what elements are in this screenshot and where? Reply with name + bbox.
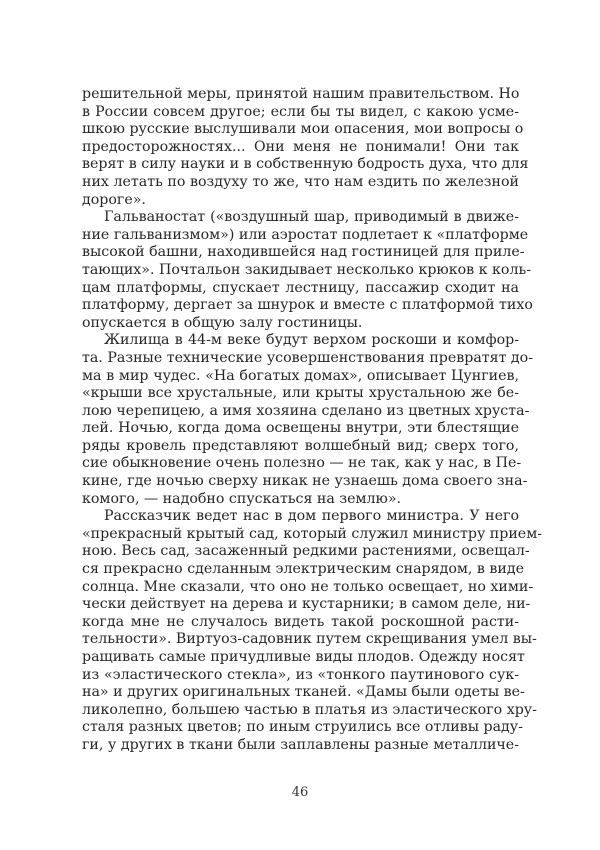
text-line: опускается в общую залу гостиницы. (82, 314, 363, 331)
text-line: когда мне не случалось видеть такой роскошной расти- (82, 613, 519, 630)
text-line: Жилища в 44-м веке будут верхом роскоши и комфор- (104, 332, 519, 349)
text-line: в России совсем другое; если бы ты видел, с какою усме- (82, 103, 519, 120)
text-line: на» и других оригинальных тканей. «Дамы были одеты ве- (82, 684, 525, 701)
text-line: ряды кровель представляют волшебный вид; сверх того, (82, 437, 519, 454)
text-line: ма в мир чудес. «На богатых домах», описывает Цунгиев, (82, 367, 519, 384)
text-line: сие обыкновение очень полезно — не так, как у нас, в Пе- (82, 455, 522, 472)
text-line: них летать по воздуху то же, что нам ездить по железной (82, 173, 519, 190)
text-line: высокой башни, находившейся над гостиницей для приле- (82, 244, 525, 261)
text-line: ние гальванизмом») или аэростат подлетает к «платформе (82, 226, 529, 243)
text-line: тельности». Виртуоз-садовник путем скрещивания умел вы- (82, 631, 537, 648)
text-line: комого, — надобно спускаться на землю». (82, 490, 402, 507)
text-line: кине, где ночью сверху никак не узнаешь дома своего зна- (82, 473, 528, 490)
text-line: Рассказчик ведет нас в дом первого министра. У него (104, 508, 519, 525)
paragraph (82, 332, 534, 508)
text-line: тающих». Почтальон закидывает несколько крюков к коль- (82, 261, 531, 278)
text-line: ною. Весь сад, засаженный редкими растениями, освещал- (82, 543, 530, 560)
text-line: чески действует на дерева и кустарники; в самом деле, ни- (82, 596, 531, 613)
text-line: верят в силу науки и в собственную бодрость духа, что для (82, 156, 529, 173)
page-number: 46 (291, 785, 309, 800)
text-line: сталя разных цветов; по иным струились все отливы раду- (82, 719, 523, 736)
text-line: лою черепицею, а имя хозяина сделано из цветных хруста- (82, 402, 530, 419)
text-line: «крыши все хрустальные, или крыты хрустальною же бе- (82, 385, 519, 402)
text-line: Гальваностат («воздушный шар, приводимый в движе- (104, 209, 519, 226)
paragraph (82, 86, 529, 209)
text-line: решительной меры, принятой нашим правительством. Но (82, 86, 520, 102)
text-line: платформу, дергает за шнурок и вместе с платформой тихо (82, 297, 533, 314)
text-line: ращивать самые причудливые виды плодов. Одежду носят (82, 649, 525, 665)
text-line: ги, у других в ткани были заплавлены разные металличе- (82, 736, 519, 753)
text-line: ликолепно, большею частью в платья из эластического хру- (82, 701, 537, 718)
text-line: из «эластического стекла», из «тонкого паутинового сук- (82, 666, 519, 683)
text-line: ся прекрасно сделанным электрическим снарядом, в виде (82, 561, 524, 578)
page-body-text (82, 86, 543, 755)
text-line: цам платформы, спускает лестницу, пассажир сходит на (82, 279, 519, 296)
text-line: лей. Ночью, когда дома освещены внутри, эти блестящие (82, 420, 519, 437)
text-line: солнца. Мне сказали, что оно не только освещает, но хими- (82, 578, 534, 595)
paragraph (82, 508, 543, 754)
text-line: дороге». (82, 191, 146, 208)
text-line: предосторожностях... Они меня не понимали! Они так (82, 138, 519, 155)
text-line: шкою русские выслушивали мои опасения, мои вопросы о (82, 121, 524, 138)
text-line: «прекрасный крытый сад, который служил министру прием- (82, 525, 543, 542)
paragraph (82, 209, 533, 332)
text-line: та. Разные технические усовершенствования превратят до- (82, 349, 534, 366)
